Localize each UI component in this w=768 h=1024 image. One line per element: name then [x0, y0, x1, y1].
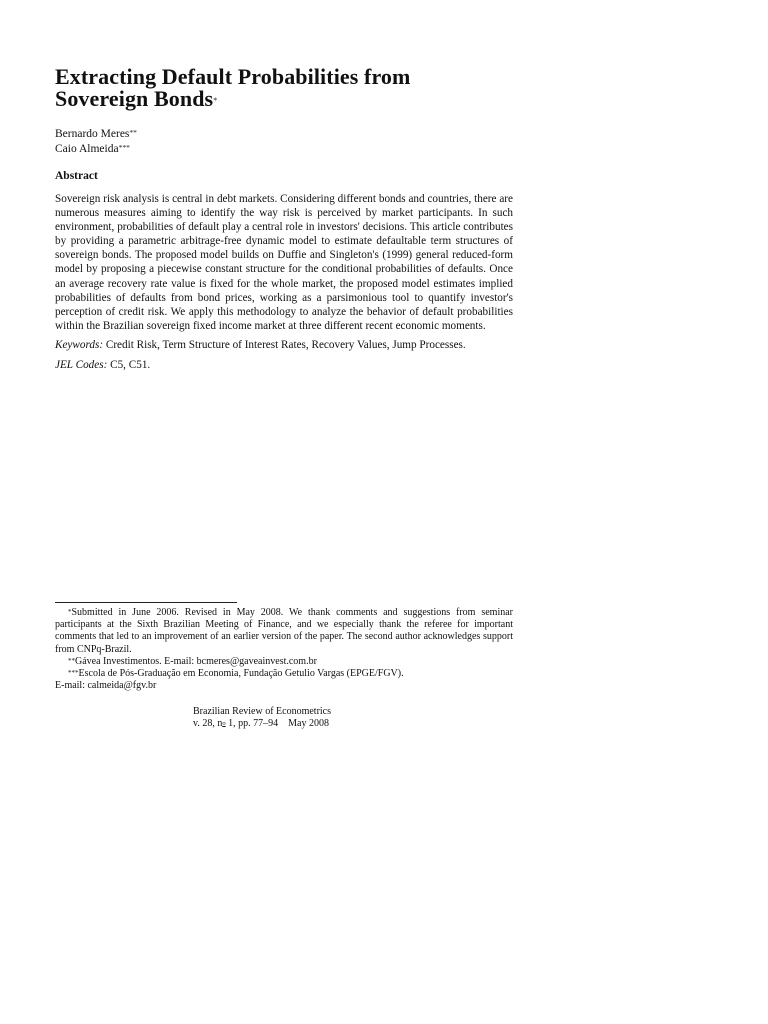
footnote-1-text: Submitted in June 2006. Revised in May 2008. We thank comments and suggestions from seminar participants at the Sixth Brazilian Meeting of Finance, and we especially thank the referee for important comments that led to an improvement of an earlier version of the paper. The second author acknowledges support from CNPq-Brazil. — [55, 607, 513, 655]
journal-name: Brazilian Review of Econometrics — [193, 706, 332, 717]
footnote-3-text: Escola de Pós-Graduação em Economia, Fundação Getulio Vargas (EPGE/FGV). — [78, 668, 404, 680]
journal-volume: v. 28, n — [193, 718, 223, 729]
jel-text: C5, C51. — [110, 359, 151, 372]
journal-number-pages: 1, pp. 77–94 — [225, 718, 279, 729]
footnote-3-email: E-mail: calmeida@fgv.br — [55, 680, 157, 692]
author-list — [55, 127, 513, 157]
footnote-3 — [55, 668, 513, 680]
footnote-2-mark: ** — [68, 656, 75, 665]
footnotes — [55, 602, 513, 692]
footnote-divider — [55, 602, 237, 603]
author-2-footnote-mark: *** — [118, 143, 130, 152]
journal-number-mark: o — [222, 720, 226, 727]
author-1-footnote-mark: ** — [129, 128, 137, 137]
abstract-heading: Abstract — [55, 170, 98, 182]
title-footnote-mark: * — [213, 96, 218, 105]
jel-label: JEL Codes: — [55, 359, 108, 372]
author-1-name: Bernardo Meres — [55, 128, 130, 140]
keywords — [55, 338, 513, 352]
footnote-2-text: Gávea Investimentos. E-mail: bcmeres@gaveainvest.com.br — [75, 655, 317, 667]
paper-front-page — [55, 66, 513, 372]
journal-issue — [193, 718, 331, 730]
author-1 — [55, 127, 513, 142]
title-line-1: Extracting Default Probabilities from — [55, 64, 411, 89]
title-line-2: Sovereign Bonds — [55, 86, 214, 111]
footnote-2 — [55, 656, 513, 668]
jel-codes — [55, 358, 513, 372]
footnote-1 — [55, 607, 513, 656]
journal-date: May 2008 — [288, 718, 329, 729]
abstract-text: Sovereign risk analysis is central in debt markets. Considering different bonds and countries, there are numerous measures aiming to identify the way risk is perceived by market participants. In such environment, probabilities of default play a central role in investors' decisions. This article contributes by providing a parametric arbitrage-free dynamic model to estimate defaultable term structures of sovereign bonds. The proposed model builds on Duffie and Singleton's (1999) general reduced-form model by proposing a piecewise constant structure for the conditional probabilities of defaults. Once an average recovery rate value is fixed for the whole market, the proposed model estimates implied probabilities of defaults from bond prices, working as a parsimonious tool to quantify investor's perception of credit risk. We apply this methodology to analyze the behavior of default probabilities within the Brazilian sovereign fixed income market at three different recent economic moments. — [55, 193, 513, 332]
author-2 — [55, 142, 513, 157]
footnote-1-mark: * — [68, 608, 72, 616]
footnote-3-mark: *** — [68, 669, 79, 678]
author-2-name: Caio Almeida — [55, 143, 119, 155]
paper-title — [55, 66, 513, 110]
keywords-label: Keywords: — [55, 338, 104, 351]
keywords-text: Credit Risk, Term Structure of Interest Rates, Recovery Values, Jump Processes. — [105, 338, 466, 351]
journal-citation — [193, 706, 331, 730]
footnote-block — [55, 607, 513, 692]
